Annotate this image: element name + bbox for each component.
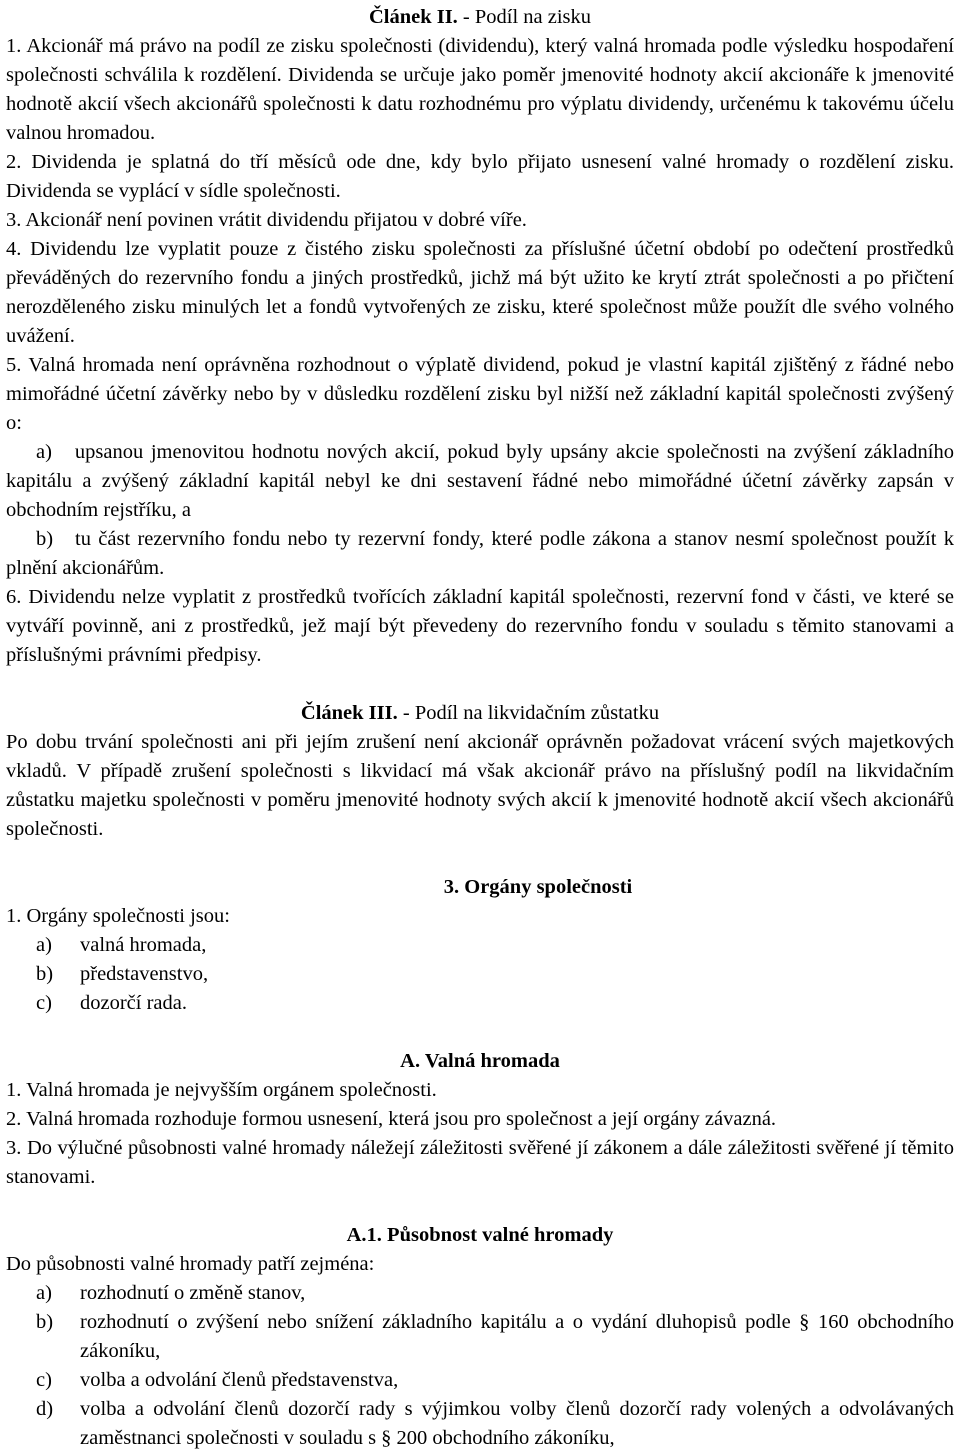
organs-item-b [6, 960, 954, 989]
item-marker: c) [36, 992, 52, 1014]
article-2-title-rest: - Podíl na zisku [457, 6, 592, 28]
item-marker: b) [36, 1311, 54, 1333]
competence-intro: Do působnosti valné hromady patří zejména: [6, 1253, 375, 1275]
item-marker: c) [36, 1369, 52, 1391]
item-text: rozhodnutí o změně stanov, [80, 1282, 306, 1304]
item-text: dozorčí rada. [80, 992, 187, 1014]
item-marker: a) [36, 441, 52, 463]
general-meeting-paragraph-1: 1. Valná hromada je nejvyšším orgánem společnosti. [6, 1079, 437, 1101]
article-2-paragraph-3: 3. Akcionář není povinen vrátit dividendu přijatou v dobré víře. [6, 209, 527, 231]
item-marker: d) [36, 1398, 54, 1420]
item-text: upsanou jmenovitou hodnotu nových akcií, pokud byly upsány akcie společnosti na zvýšení základního kapitálu a zvýšený základní kapitál nebyl ke dni sestavení řádné nebo mimořádné účetní závěrky zapsán v obchodním rejstříku, a [6, 441, 954, 521]
general-meeting-paragraph-2: 2. Valná hromada rozhoduje formou usnesení, která jsou pro společnost a její orgány závazná. [6, 1108, 777, 1130]
competence-item-a [6, 1279, 954, 1308]
article-2-item-a [6, 438, 954, 525]
item-marker: b) [36, 528, 54, 550]
organs-item-a [6, 931, 954, 960]
article-2-paragraph-2: 2. Dividenda je splatná do tří měsíců ode dne, kdy bylo přijato usnesení valné hromady o rozdělení zisku. Dividenda se vyplácí v sídle společnosti. [6, 151, 954, 202]
competence-list [6, 1279, 954, 1453]
competence-item-c [6, 1366, 954, 1395]
article-3-paragraph-1: Po dobu trvání společnosti ani při jejím zrušení není akcionář oprávněn požadovat vrácení svých majetkových vkladů. V případě zrušení společnosti s likvidací má však akcionář právo na příslušný podíl na likvidačním zůstatku majetku společnosti v poměru jmenovité hodnoty svých akcií k jmenovité hodnotě akcií všech akcionářů společnosti. [6, 731, 954, 840]
item-text: představenstvo, [80, 963, 209, 985]
article-2-paragraph-1: 1. Akcionář má právo na podíl ze zisku společnosti (dividendu), který valná hromada podle výsledku hospodaření společnosti schválila k rozdělení. Dividenda se určuje jako poměr jmenovité hodnoty akcií akcionáře k jmenovité hodnotě akcií všech akcionářů společnosti k datu rozhodnému pro výplatu dividendy, určenému k takovému účelu valnou hromadou. [6, 35, 954, 144]
organs-item-c [6, 989, 954, 1018]
article-3-title-bold: Článek III. [300, 702, 398, 724]
article-2-paragraph-6: 6. Dividendu nelze vyplatit z prostředků tvořících základní kapitál společnosti, rezervní fond v části, ve které se vytváří povinně, ani z prostředků, jež mají být převedeny do rezervního fondu v souladu s těmito stanovami a příslušnými právními předpisy. [6, 586, 954, 666]
item-marker: a) [36, 934, 52, 956]
competence-title: A.1. Působnost valné hromady [346, 1224, 614, 1246]
article-2-paragraph-5: 5. Valná hromada není oprávněna rozhodnout o výplatě dividend, pokud je vlastní kapitál zjištěný z řádné nebo mimořádné účetní závěrky nebo by v důsledku rozdělení zisku byl nižší než základní kapitál společnosti zvýšený o: [6, 354, 954, 434]
article-2-paragraph-4: 4. Dividendu lze vyplatit pouze z čistého zisku společnosti za příslušné účetní období po odečtení prostředků převáděných do rezervního fondu a jiných prostředků, jichž má být užito ke krytí ztrát společnosti a po přičtení nerozděleného zisku minulých let a fondů vytvořených ze zisku, které společnost může použít dle svého volného uvážení. [6, 238, 954, 347]
item-text: rozhodnutí o zvýšení nebo snížení základního kapitálu a o vydání dluhopisů podle § 160 obchodního zákoníku, [80, 1311, 954, 1362]
competence-heading [6, 1221, 954, 1250]
article-2-title-bold: Článek II. [368, 6, 458, 28]
item-text: volba a odvolání členů dozorčí rady s výjimkou volby členů dozorčí rady volených a odvolávaných zaměstnanci společnosti v souladu s § 200 obchodního zákoníku, [80, 1398, 954, 1449]
competence-item-d [6, 1395, 954, 1453]
competence-item-b [6, 1308, 954, 1366]
article-3-heading [6, 699, 954, 728]
item-text: valná hromada, [80, 934, 207, 956]
organs-intro: 1. Orgány společnosti jsou: [6, 905, 230, 927]
item-marker: b) [36, 963, 54, 985]
organs-heading [6, 873, 954, 902]
organs-list [6, 931, 954, 1018]
general-meeting-heading [6, 1047, 954, 1076]
organs-title: 3. Orgány společnosti [443, 876, 633, 898]
item-marker: a) [36, 1282, 52, 1304]
general-meeting-paragraph-3: 3. Do výlučné působnosti valné hromady náležejí záležitosti svěřené jí zákonem a dále záležitosti svěřené jí těmito stanovami. [6, 1137, 954, 1188]
article-3-title-rest: - Podíl na likvidačním zůstatku [397, 702, 660, 724]
item-text: volba a odvolání členů představenstva, [80, 1369, 399, 1391]
article-2-item-b [6, 525, 954, 583]
article-2-heading [6, 3, 954, 32]
item-text: tu část rezervního fondu nebo ty rezervní fondy, které podle zákona a stanov nesmí společnost použít k plnění akcionářům. [6, 528, 954, 579]
general-meeting-title: A. Valná hromada [400, 1050, 560, 1072]
